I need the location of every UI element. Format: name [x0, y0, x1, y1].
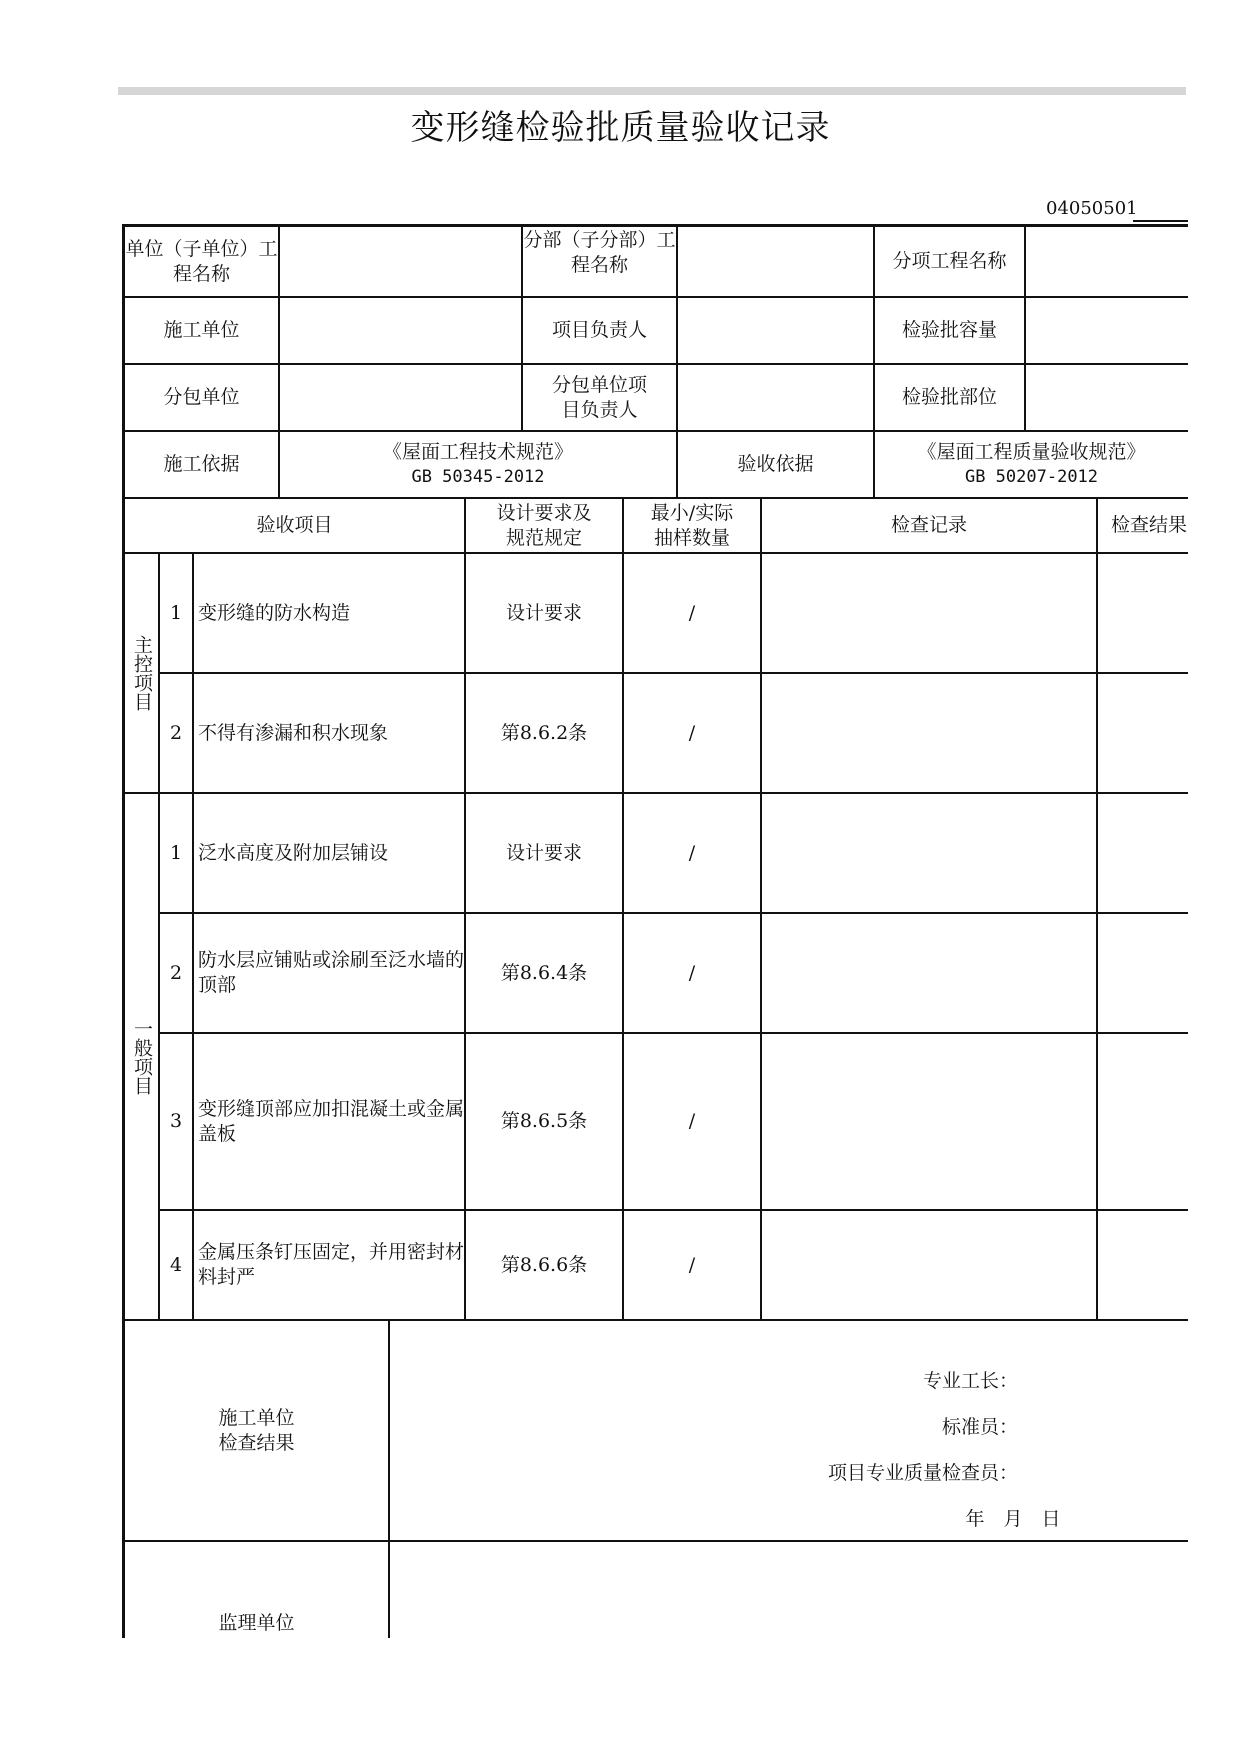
row-number: 2	[169, 961, 183, 984]
check-record-cell[interactable]	[762, 914, 1096, 1032]
acceptance-standard-name: 《屋面工程质量验收规范》	[917, 440, 1146, 463]
project-manager-value[interactable]	[678, 298, 873, 363]
qc-inspector-signature-label: 项目专业质量检查员：	[827, 1461, 1018, 1484]
design-requirement: 设计要求	[505, 601, 582, 624]
subcontract-unit-label: 分包单位	[163, 386, 240, 408]
row-number: 4	[169, 1253, 183, 1276]
unit-project-value[interactable]	[280, 227, 521, 296]
check-result-cell[interactable]	[1098, 794, 1188, 912]
sample-count[interactable]: /	[688, 841, 696, 864]
row-number: 2	[169, 721, 183, 744]
check-record-cell[interactable]	[762, 1034, 1096, 1209]
col-header-item: 验收项目	[256, 514, 333, 536]
sample-count[interactable]: /	[688, 721, 696, 744]
design-requirement: 第8.6.4条	[500, 961, 588, 984]
supervision-label: 监理单位	[218, 1612, 295, 1634]
page-title: 变形缝检验批质量验收记录	[410, 108, 831, 148]
check-result-cell[interactable]	[1098, 554, 1188, 672]
basis-standard-name: 《屋面工程技术规范》	[382, 440, 573, 463]
basis-standard-code: GB 50345-2012	[411, 466, 545, 487]
col-header-sample: 最小/实际抽样数量	[650, 501, 734, 549]
subcontract-unit-value[interactable]	[280, 365, 521, 430]
construction-unit-label: 施工单位	[163, 319, 240, 341]
acceptance-form	[122, 224, 1188, 1638]
design-requirement: 第8.6.5条	[500, 1110, 588, 1132]
sample-count[interactable]: /	[688, 961, 696, 984]
col-header-design-req: 设计要求及规范规定	[496, 501, 592, 549]
construction-unit-value[interactable]	[280, 298, 521, 363]
check-record-cell[interactable]	[762, 554, 1096, 672]
batch-location-value[interactable]	[1026, 365, 1188, 430]
general-group-label: 一般项目	[131, 1018, 153, 1095]
subdivision-label: 分部（子分部）工程名称	[523, 229, 676, 276]
unit-project-label: 单位（子单位）工程名称	[125, 237, 278, 285]
document-code-underline	[1133, 220, 1188, 222]
design-requirement: 设计要求	[505, 841, 582, 864]
row-number: 1	[169, 841, 183, 864]
col-header-record: 检查记录	[890, 514, 967, 536]
check-result-cell[interactable]	[1098, 674, 1188, 792]
check-result-cell[interactable]	[1098, 1034, 1188, 1209]
check-result-cell[interactable]	[1098, 914, 1188, 1032]
item-description: 变形缝的防水构造	[198, 601, 351, 624]
basis-value	[280, 432, 676, 497]
acceptance-basis-label: 验收依据	[737, 453, 814, 475]
batch-capacity-value[interactable]	[1026, 298, 1188, 363]
design-requirement: 第8.6.6条	[500, 1253, 588, 1276]
basis-label: 施工依据	[163, 453, 240, 475]
foreman-signature-label: 专业工长：	[922, 1369, 1018, 1392]
subcontract-manager-value[interactable]	[678, 365, 873, 430]
sample-count[interactable]: /	[688, 1110, 696, 1132]
acceptance-standard-code: GB 50207-2012	[964, 466, 1099, 487]
item-description: 不得有渗漏和积水现象	[198, 721, 389, 744]
batch-location-label: 检验批部位	[901, 386, 997, 408]
subitem-value[interactable]	[1026, 227, 1188, 296]
sample-count[interactable]: /	[688, 1253, 696, 1276]
check-record-cell[interactable]	[762, 794, 1096, 912]
row-number: 3	[169, 1110, 183, 1132]
document-code: 04050501	[1046, 198, 1138, 219]
signature-date: 年 月 日	[965, 1507, 1061, 1530]
standard-officer-signature-label: 标准员：	[941, 1415, 1018, 1438]
check-record-cell[interactable]	[762, 674, 1096, 792]
item-description: 泛水高度及附加层铺设	[198, 841, 389, 864]
batch-capacity-label: 检验批容量	[901, 319, 997, 341]
sample-count[interactable]: /	[688, 601, 696, 624]
project-manager-label: 项目负责人	[551, 319, 647, 341]
main-control-group-label: 主控项目	[131, 635, 153, 711]
acceptance-basis-value	[875, 432, 1188, 497]
check-record-cell[interactable]	[762, 1211, 1096, 1319]
col-header-result: 检查结果	[1111, 514, 1188, 536]
row-number: 1	[169, 601, 183, 624]
item-description: 防水层应铺贴或涂刷至泛水墙的顶部	[198, 949, 465, 996]
top-divider-bar	[118, 87, 1186, 95]
supervision-area[interactable]	[390, 1542, 1188, 1638]
construction-check-label: 施工单位检查结果	[218, 1406, 295, 1454]
subcontract-manager-label: 分包单位项目负责人	[551, 373, 647, 421]
subdivision-value[interactable]	[678, 227, 873, 296]
item-description: 金属压条钉压固定，并用密封材料封严	[198, 1241, 465, 1288]
item-description: 变形缝顶部应加扣混凝土或金属盖板	[198, 1097, 465, 1145]
design-requirement: 第8.6.2条	[500, 721, 588, 744]
subitem-label: 分项工程名称	[892, 250, 1007, 272]
check-result-cell[interactable]	[1098, 1211, 1188, 1319]
